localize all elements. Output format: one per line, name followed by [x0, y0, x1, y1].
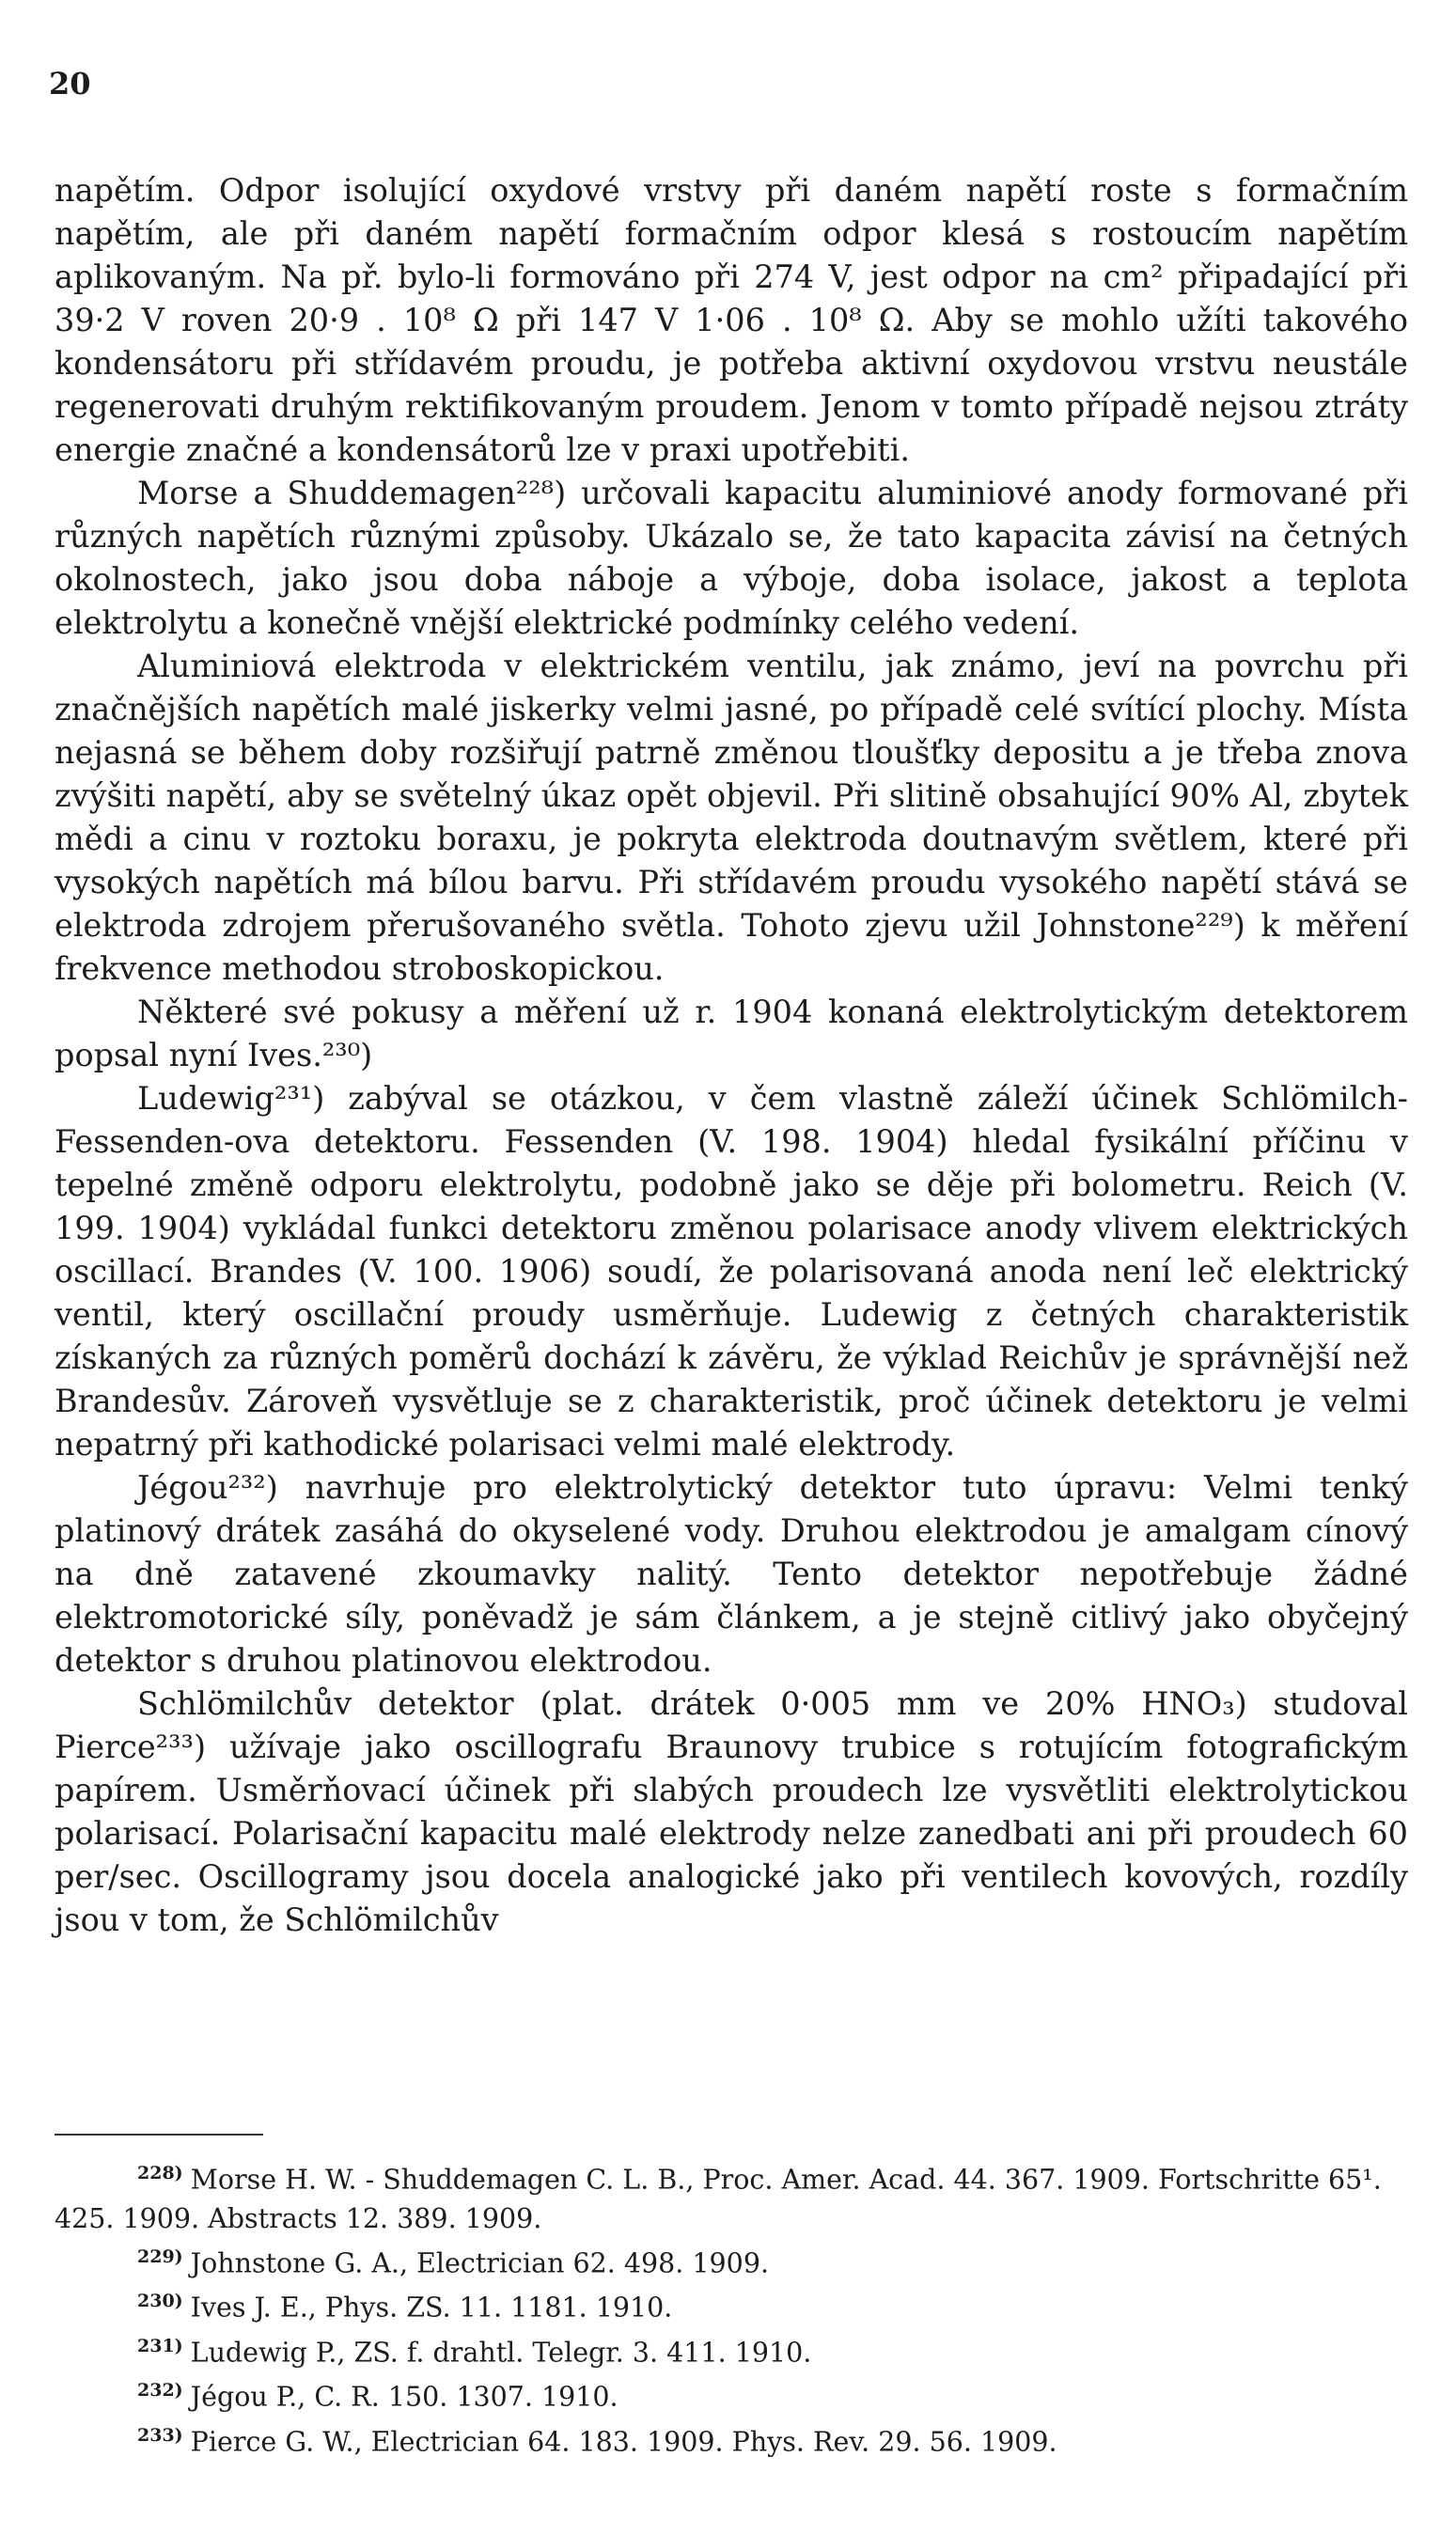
paragraph: Některé své pokusy a měření už r. 1904 konaná elektrolytickým detektorem popsal nyní Ives.²³⁰) [55, 994, 1408, 1073]
footnote [55, 2417, 1408, 2462]
footnote [55, 2327, 1408, 2372]
body-text [55, 169, 1408, 1942]
footnote-number: 230) [137, 2291, 183, 2311]
footnote-text: Ludewig P., ZS. f. drahtl. Telegr. 3. 411. 1910. [190, 2337, 812, 2368]
paragraph: napětím. Odpor isolující oxydové vrstvy při daném napětí roste s formačním napětím, ale při daném napětí formačním odpor klesá s rostoucím napětím aplikovaným. Na př. bylo-li formováno při 274 V, jest odpor na cm² připadající při 39·2 V roven 20·9 . 10⁸ Ω při 147 V 1·06 . 10⁸ Ω. Aby se mohlo užíti takového kondensátoru při střídavém proudu, je potřeba aktivní oxydovou vrstvu neustále regenerovati druhým rektifikovaným proudem. Jenom v tomto případě nejsou ztráty energie značné a kondensátorů lze v praxi upotřebiti. [55, 172, 1408, 468]
page-number: 20 [49, 66, 91, 102]
footnote-number: 231) [137, 2335, 183, 2356]
paragraph: Schlömilchův detektor (plat. drátek 0·005 mm ve 20% HNO₃) studoval Pierce²³³) užívaje jako oscillografu Braunovy trubice s rotujícím fotografickým papírem. Usměrňovací účinek při slabých proudech lze vysvětliti elektrolytickou polarisací. Polarisační kapacitu malé elektrody nelze zanedbati ani při proudech 60 per/sec. Oscillogramy jsou docela analogické jako při ventilech kovových, rozdíly jsou v tom, že Schlömilchův [55, 1685, 1408, 1938]
paragraph: Aluminiová elektroda v elektrickém ventilu, jak známo, jeví na povrchu při značnějších napětích malé jiskerky velmi jasné, po případě celé svítící plochy. Místa nejasná se během doby rozšiřují patrně změnou tloušťky depositu a je třeba znova zvýšiti napětí, aby se světelný úkaz opět objevil. Při slitině obsahující 90% Al, zbytek mědi a cinu v roztoku boraxu, je pokryta elektroda doutnavým světlem, které při vysokých napětích má bílou barvu. Při střídavém proudu vysokého napětí stává se elektroda zdrojem přerušovaného světla. Tohoto zjevu užil Johnstone²²⁹) k měření frekvence methodou stroboskopickou. [55, 648, 1408, 987]
footnote-text: Johnstone G. A., Electrician 62. 498. 1909. [190, 2247, 770, 2278]
footnote-divider [55, 2134, 263, 2136]
footnote-text: Pierce G. W., Electrician 64. 183. 1909. Phys. Rev. 29. 56. 1909. [190, 2426, 1057, 2457]
footnote-text: Ives J. E., Phys. ZS. 11. 1181. 1910. [190, 2292, 673, 2324]
footnote-number: 232) [137, 2380, 183, 2401]
footnote [55, 2154, 1408, 2238]
footnote-number: 229) [137, 2246, 183, 2267]
footnotes [55, 2154, 1408, 2461]
footnote [55, 2282, 1408, 2327]
footnote-number: 228) [137, 2163, 183, 2183]
footnote [55, 2238, 1408, 2283]
footnote-text: Jégou P., C. R. 150. 1307. 1910. [190, 2381, 618, 2413]
paragraph: Ludewig²³¹) zabýval se otázkou, v čem vlastně záleží účinek Schlömilch-Fessenden-ova detektoru. Fessenden (V. 198. 1904) hledal fysikální příčinu v tepelné změně odporu elektrolytu, podobně jako se děje při bolometru. Reich (V. 199. 1904) vykládal funkci detektoru změnou polarisace anody vlivem elektrických oscillací. Brandes (V. 100. 1906) soudí, že polarisovaná anoda není leč elektrický ventil, který oscillační proudy usměrňuje. Ludewig z četných charakteristik získaných za různých poměrů dochází k závěru, že výklad Reichův je správnější než Brandesův. Zároveň vysvětluje se z charakteristik, proč účinek detektoru je velmi nepatrný při kathodické polarisaci velmi malé elektrody. [55, 1080, 1408, 1463]
footnote-number: 233) [137, 2424, 183, 2446]
paragraph: Jégou²³²) navrhuje pro elektrolytický detektor tuto úpravu: Velmi tenký platinový drátek zasáhá do okyselené vody. Druhou elektrodou je amalgam cínový na dně zatavené zkoumavky nalitý. Tento detektor nepotřebuje žádné elektromotorické síly, poněvadž je sám článkem, a je stejně citlivý jako obyčejný detektor s druhou platinovou elektrodou. [55, 1469, 1408, 1679]
paragraph: Morse a Shuddemagen²²⁸) určovali kapacitu aluminiové anody formované při různých napětích různými způsoby. Ukázalo se, že tato kapacita závisí na četných okolnostech, jako jsou doba náboje a výboje, doba isolace, jakost a teplota elektrolytu a konečně vnější elektrické podmínky celého vedení. [55, 475, 1408, 641]
footnote-text: Morse H. W. - Shuddemagen C. L. B., Proc. Amer. Acad. 44. 367. 1909. Fortschritte 65¹. 425. 1909. Abstracts 12. 389. 1909. [55, 2164, 1382, 2234]
footnote [55, 2371, 1408, 2417]
